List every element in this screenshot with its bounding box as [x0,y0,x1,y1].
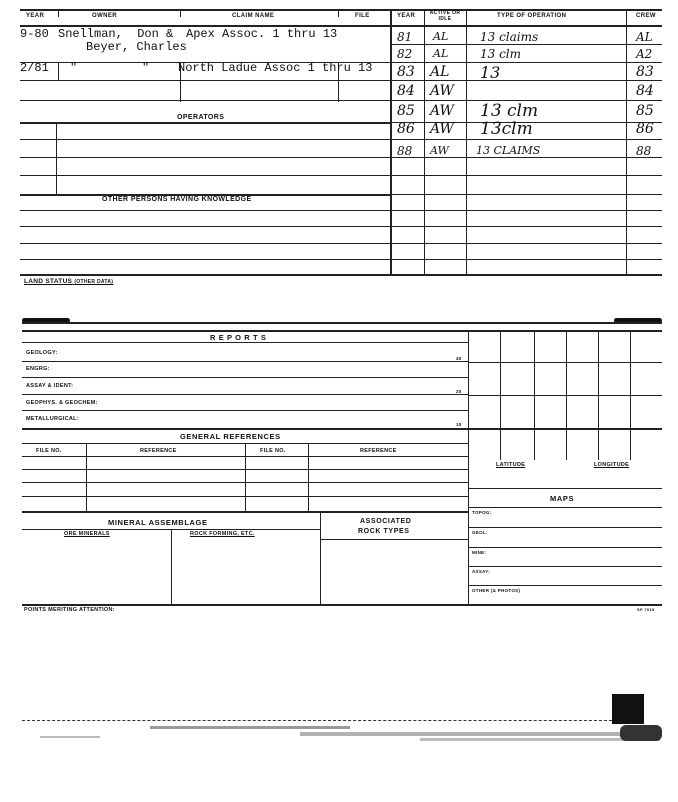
owner-row-3-owner: " " [70,61,150,75]
op-row-6-year: 86 [397,121,415,137]
owner-row-3-year: 2/81 [20,61,49,75]
latitude-label: LATITUDE [496,462,526,468]
op-row-7-operation: 13 CLAIMS [476,144,541,157]
header-crew: CREW [636,13,656,19]
maps-geol: GEOL: [472,530,488,535]
maps-other: OTHER (& PHOTOS) [472,588,521,593]
op-row-2-crew: A2 [636,47,653,61]
report-geology: GEOLOGY: [26,350,58,356]
gen-ref-col-file-1: FILE NO. [36,448,62,454]
op-row-1-crew: AL [636,30,653,44]
gen-ref-col-ref-2: REFERENCE [360,448,397,454]
owner-row-1-year: 9-80 [20,27,49,41]
op-row-3-year: 83 [397,64,415,80]
gen-ref-col-ref-1: REFERENCE [140,448,177,454]
rock-forming-label: ROCK FORMING, ETC. [190,531,255,537]
maps-mine: MINE: [472,550,487,555]
report-engrg: ENGRG: [26,366,50,372]
owner-row-1-claim: Apex Assoc. 1 thru 13 [186,27,338,41]
op-row-2-operation: 13 clm [480,47,522,61]
op-row-6-operation: 13clm [480,119,533,139]
op-row-3-status: AL [430,64,450,80]
report-geophys: GEOPHYS. & GEOCHEM: [26,400,98,406]
op-row-6-status: AW [430,121,454,137]
ore-minerals-label: ORE MINERALS [64,531,110,537]
form-number: SP 7915 [637,607,655,612]
header-claim-name: CLAIM NAME [232,13,275,19]
owner-row-1-owner: Snellman, Don & [58,27,174,41]
maps-assay: ASSAY: [472,569,491,574]
op-row-7-crew: 88 [636,144,652,158]
op-row-7-year: 88 [397,144,413,158]
op-row-2-status: AL [433,47,449,60]
op-row-1-year: 81 [397,30,413,44]
other-persons-label: OTHER PERSONS HAVING KNOWLEDGE [102,196,252,203]
mineral-assemblage-title: MINERAL ASSEMBLAGE [108,518,208,527]
report-assay-num: 20 [456,389,462,394]
report-assay-ident: ASSAY & IDENT: [26,383,74,389]
maps-title: MAPS [550,494,575,503]
op-row-4-year: 84 [397,83,415,99]
op-row-7-status: AW [430,144,449,157]
header-owner: OWNER [92,13,117,19]
owner-row-2-owner: Beyer, Charles [86,40,187,54]
report-metallurgical: METALLURGICAL: [26,416,79,422]
header-active-idle: ACTIVE OR IDLE [429,10,461,22]
op-row-5-operation: 13 clm [480,101,539,121]
gen-ref-col-file-2: FILE NO. [260,448,286,454]
general-references-title: GENERAL REFERENCES [180,432,281,441]
op-row-2-year: 82 [397,47,413,61]
owner-row-3-claim: North Ladue Assoc 1 thru 13 [178,61,373,75]
op-row-4-crew: 84 [636,83,654,99]
op-row-5-status: AW [430,103,454,119]
op-row-6-crew: 86 [636,121,654,137]
longitude-label: LONGITUDE [594,462,630,468]
associated-label: ASSOCIATED [360,518,412,525]
operators-label: OPERATORS [177,114,225,121]
maps-topog: TOPOG: [472,510,492,515]
op-row-5-year: 85 [397,103,415,119]
op-row-5-crew: 85 [636,103,654,119]
header-year-2: YEAR [397,13,416,19]
rock-types-label: ROCK TYPES [358,528,410,535]
points-meriting-attention-label: POINTS MERITING ATTENTION: [24,607,115,613]
land-status-label: LAND STATUS (OTHER DATA) [24,278,114,285]
op-row-4-status: AW [430,83,454,99]
op-row-1-status: AL [433,30,449,43]
op-row-3-operation: 13 [480,63,501,82]
reports-title: R E P O R T S [210,333,267,342]
op-row-3-crew: 83 [636,64,654,80]
header-file: FILE [355,13,370,19]
report-geology-num: 40 [456,356,462,361]
report-metallurgical-num: 10 [456,422,462,427]
header-year: YEAR [26,13,45,19]
op-row-1-operation: 13 claims [480,30,539,44]
header-type-of-operation: TYPE OF OPERATION [497,13,567,19]
